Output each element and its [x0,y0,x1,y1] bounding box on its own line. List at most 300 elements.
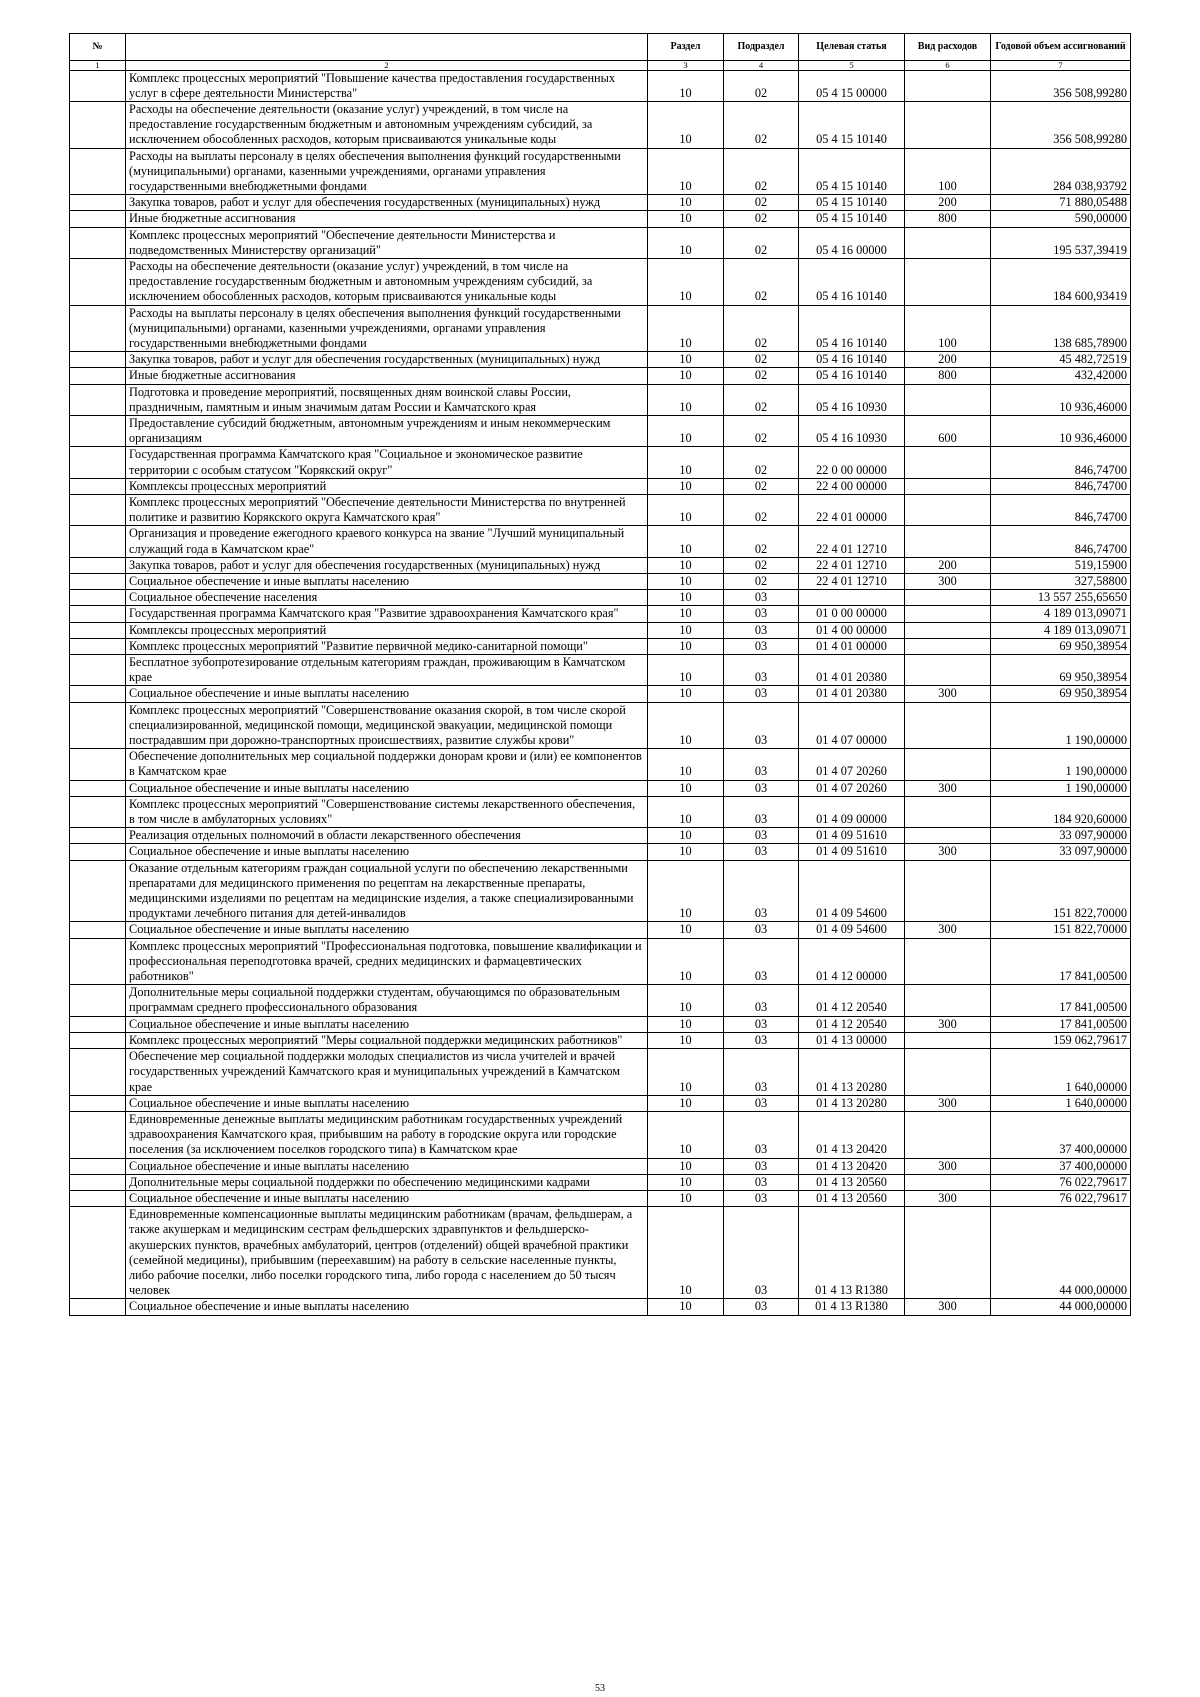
row-name: Комплекс процессных мероприятий "Совершенствование системы лекарственного обеспечения, в том числе в амбулаторных условиях" [126,796,648,827]
row-razdel: 10 [648,415,724,446]
row-vid: 800 [905,211,991,227]
row-podrazdel: 03 [724,655,799,686]
row-vid [905,1111,991,1158]
row-vid: 300 [905,1190,991,1206]
row-podrazdel: 03 [724,780,799,796]
table-row [70,305,1131,352]
row-no [70,985,126,1016]
row-vid: 300 [905,574,991,590]
row-vid [905,590,991,606]
row-vid [905,860,991,922]
row-name: Социальное обеспечение и иные выплаты населению [126,1016,648,1032]
row-target: 05 4 16 10930 [799,415,905,446]
row-vid: 600 [905,415,991,446]
budget-table-sheet [69,33,1130,1316]
row-razdel: 10 [648,574,724,590]
row-no [70,1158,126,1174]
column-number: 2 [126,61,648,71]
column-number: 5 [799,61,905,71]
row-name: Комплекс процессных мероприятий "Профессиональная подготовка, повышение квалификации и профессиональная переподготовка врачей, средних медицинских и фармацевтических работников" [126,938,648,985]
row-name: Иные бюджетные ассигнования [126,211,648,227]
row-amount: 10 936,46000 [991,384,1131,415]
row-no [70,1207,126,1299]
row-razdel: 10 [648,686,724,702]
row-amount: 76 022,79617 [991,1174,1131,1190]
row-name: Социальное обеспечение и иные выплаты населению [126,780,648,796]
row-no [70,686,126,702]
row-target: 01 4 07 20260 [799,749,905,780]
row-no [70,526,126,557]
row-razdel: 10 [648,622,724,638]
row-target: 05 4 15 10140 [799,211,905,227]
row-no [70,415,126,446]
row-amount: 1 190,00000 [991,702,1131,749]
table-row [70,655,1131,686]
row-vid [905,227,991,258]
row-amount: 17 841,00500 [991,1016,1131,1032]
row-target [799,590,905,606]
row-razdel: 10 [648,606,724,622]
row-target: 05 4 16 10140 [799,305,905,352]
row-vid: 300 [905,780,991,796]
row-amount: 432,42000 [991,368,1131,384]
row-target: 01 4 13 20280 [799,1095,905,1111]
row-vid [905,494,991,525]
row-name: Реализация отдельных полномочий в области лекарственного обеспечения [126,828,648,844]
row-amount: 33 097,90000 [991,828,1131,844]
row-name: Закупка товаров, работ и услуг для обеспечения государственных (муниципальных) нужд [126,352,648,368]
row-no [70,1032,126,1048]
table-row [70,606,1131,622]
row-amount: 846,74700 [991,478,1131,494]
row-name: Расходы на выплаты персоналу в целях обеспечения выполнения функций государственными (муниципальными) органами, казенными учреждениями, органами управления государственными внебюджетными фондами [126,148,648,195]
row-podrazdel: 03 [724,1095,799,1111]
row-name: Иные бюджетные ассигнования [126,368,648,384]
row-target: 01 4 09 51610 [799,844,905,860]
row-name: Предоставление субсидий бюджетным, автономным учреждениям и иным некоммерческим организациям [126,415,648,446]
row-vid [905,749,991,780]
table-row [70,447,1131,478]
row-amount: 71 880,05488 [991,195,1131,211]
row-podrazdel: 03 [724,1111,799,1158]
row-name: Расходы на выплаты персоналу в целях обеспечения выполнения функций государственными (муниципальными) органами, казенными учреждениями, органами управления государственными внебюджетными фондами [126,305,648,352]
row-no [70,1174,126,1190]
row-no [70,557,126,573]
row-vid: 200 [905,557,991,573]
row-no [70,780,126,796]
table-row [70,574,1131,590]
row-no [70,1299,126,1315]
row-razdel: 10 [648,258,724,305]
row-razdel: 10 [648,922,724,938]
row-razdel: 10 [648,1158,724,1174]
row-name: Комплекс процессных мероприятий "Обеспечение деятельности Министерства и подведомственных Министерству организаций" [126,227,648,258]
row-amount: 846,74700 [991,494,1131,525]
row-name: Оказание отдельным категориям граждан социальной услуги по обеспечению лекарственными препаратами для медицинского применения по рецептам на лекарственные препараты, медицинскими изделиями по рецептам на медицинские изделия, а также специализированными продуктами лечебного питания для детей-инвалидов [126,860,648,922]
row-amount: 4 189 013,09071 [991,622,1131,638]
row-razdel: 10 [648,148,724,195]
row-vid: 300 [905,1158,991,1174]
row-razdel: 10 [648,655,724,686]
row-amount: 846,74700 [991,447,1131,478]
row-target: 01 4 07 20260 [799,780,905,796]
row-amount: 519,15900 [991,557,1131,573]
table-header-row [70,34,1131,61]
row-target: 01 4 13 20420 [799,1158,905,1174]
row-amount: 846,74700 [991,526,1131,557]
row-vid [905,526,991,557]
row-podrazdel: 03 [724,686,799,702]
row-podrazdel: 02 [724,494,799,525]
row-no [70,227,126,258]
row-vid: 100 [905,305,991,352]
row-name: Государственная программа Камчатского края "Социальное и экономическое развитие территории с особым статусом "Корякский округ" [126,447,648,478]
row-razdel: 10 [648,494,724,525]
row-vid [905,702,991,749]
row-target: 05 4 16 10930 [799,384,905,415]
row-podrazdel: 03 [724,1158,799,1174]
row-razdel: 10 [648,305,724,352]
table-row [70,860,1131,922]
row-target: 01 4 13 20560 [799,1174,905,1190]
row-name: Обеспечение дополнительных мер социальной поддержки донорам крови и (или) ее компонентов в Камчатском крае [126,749,648,780]
row-target: 01 4 01 00000 [799,638,905,654]
row-no [70,1111,126,1158]
table-row [70,368,1131,384]
row-amount: 44 000,00000 [991,1207,1131,1299]
table-row [70,70,1131,101]
row-razdel: 10 [648,638,724,654]
table-row [70,1032,1131,1048]
row-name: Комплекс процессных мероприятий "Меры социальной поддержки медицинских работников" [126,1032,648,1048]
row-amount: 195 537,39419 [991,227,1131,258]
row-target: 01 0 00 00000 [799,606,905,622]
row-amount: 356 508,99280 [991,70,1131,101]
row-name: Социальное обеспечение населения [126,590,648,606]
row-vid: 200 [905,352,991,368]
row-amount: 76 022,79617 [991,1190,1131,1206]
row-target: 05 4 15 10140 [799,101,905,148]
column-number: 3 [648,61,724,71]
row-podrazdel: 03 [724,1174,799,1190]
row-name: Комплекс процессных мероприятий "Совершенствование оказания скорой, в том числе скорой специализированной, медицинской помощи, медицинской эвакуации, медицинской помощи пострадавшим при дорожно-транспортных происшествиях, развитие службы крови" [126,702,648,749]
row-razdel: 10 [648,1207,724,1299]
row-vid [905,478,991,494]
row-no [70,638,126,654]
row-no [70,844,126,860]
row-amount: 138 685,78900 [991,305,1131,352]
row-name: Закупка товаров, работ и услуг для обеспечения государственных (муниципальных) нужд [126,557,648,573]
row-target: 01 4 01 20380 [799,655,905,686]
row-amount: 590,00000 [991,211,1131,227]
table-row [70,844,1131,860]
row-no [70,1016,126,1032]
row-no [70,922,126,938]
row-razdel: 10 [648,749,724,780]
row-name: Дополнительные меры социальной поддержки студентам, обучающимся по образовательным программам среднего профессионального образования [126,985,648,1016]
table-row [70,1016,1131,1032]
table-row [70,1299,1131,1315]
row-name: Бесплатное зубопротезирование отдельным категориям граждан, проживающим в Камчатском крае [126,655,648,686]
row-amount: 184 600,93419 [991,258,1131,305]
row-razdel: 10 [648,1299,724,1315]
table-row [70,526,1131,557]
row-vid [905,70,991,101]
table-row [70,1049,1131,1096]
row-amount: 1 190,00000 [991,780,1131,796]
row-target: 05 4 16 00000 [799,227,905,258]
row-vid: 300 [905,922,991,938]
row-vid: 300 [905,686,991,702]
table-row [70,148,1131,195]
row-target: 01 4 01 20380 [799,686,905,702]
row-podrazdel: 03 [724,1032,799,1048]
row-no [70,574,126,590]
row-podrazdel: 02 [724,227,799,258]
table-row [70,227,1131,258]
table-row [70,938,1131,985]
row-vid [905,638,991,654]
row-podrazdel: 03 [724,985,799,1016]
row-target: 05 4 15 10140 [799,195,905,211]
row-vid: 800 [905,368,991,384]
table-row [70,686,1131,702]
row-podrazdel: 02 [724,368,799,384]
row-podrazdel: 02 [724,258,799,305]
row-name: Комплексы процессных мероприятий [126,622,648,638]
page-number: 53 [595,1683,605,1694]
table-row [70,1174,1131,1190]
row-razdel: 10 [648,938,724,985]
row-no [70,101,126,148]
row-podrazdel: 03 [724,638,799,654]
row-amount: 69 950,38954 [991,638,1131,654]
row-name: Комплекс процессных мероприятий "Развитие первичной медико-санитарной помощи" [126,638,648,654]
row-target: 01 4 13 20560 [799,1190,905,1206]
row-vid [905,796,991,827]
row-amount: 159 062,79617 [991,1032,1131,1048]
row-name: Организация и проведение ежегодного краевого конкурса на звание "Лучший муниципальный служащий года в Камчатском крае" [126,526,648,557]
row-target: 01 4 13 20280 [799,1049,905,1096]
row-no [70,447,126,478]
row-razdel: 10 [648,447,724,478]
row-podrazdel: 02 [724,384,799,415]
table-row [70,985,1131,1016]
row-podrazdel: 03 [724,828,799,844]
row-name: Расходы на обеспечение деятельности (оказание услуг) учреждений, в том числе на предоставление государственным бюджетным и автономным учреждениям субсидий, за исключением обособленных расходов, которым присваиваются уникальные коды [126,101,648,148]
row-no [70,938,126,985]
row-name: Социальное обеспечение и иные выплаты населению [126,686,648,702]
row-razdel: 10 [648,195,724,211]
table-row [70,780,1131,796]
row-podrazdel: 02 [724,211,799,227]
row-amount: 1 190,00000 [991,749,1131,780]
row-vid [905,985,991,1016]
row-vid [905,606,991,622]
row-vid [905,1049,991,1096]
table-row [70,590,1131,606]
row-razdel: 10 [648,478,724,494]
row-no [70,828,126,844]
row-name: Социальное обеспечение и иные выплаты населению [126,922,648,938]
row-target: 01 4 07 00000 [799,702,905,749]
row-no [70,590,126,606]
row-amount: 10 936,46000 [991,415,1131,446]
table-row [70,828,1131,844]
table-row [70,211,1131,227]
row-target: 22 4 01 12710 [799,526,905,557]
row-name: Комплекс процессных мероприятий "Обеспечение деятельности Министерства по внутренней политике и развитию Корякского округа Камчатского края" [126,494,648,525]
row-razdel: 10 [648,557,724,573]
row-amount: 37 400,00000 [991,1158,1131,1174]
row-name: Социальное обеспечение и иные выплаты населению [126,574,648,590]
row-no [70,702,126,749]
row-vid: 100 [905,148,991,195]
row-amount: 45 482,72519 [991,352,1131,368]
table-row [70,557,1131,573]
row-podrazdel: 03 [724,622,799,638]
row-amount: 69 950,38954 [991,655,1131,686]
column-number-row [70,61,1131,71]
header-razdel: Раздел [648,34,724,61]
row-razdel: 10 [648,1032,724,1048]
row-vid [905,258,991,305]
row-target: 05 4 16 10140 [799,352,905,368]
row-target: 22 4 01 12710 [799,557,905,573]
row-name: Социальное обеспечение и иные выплаты населению [126,1095,648,1111]
row-amount: 184 920,60000 [991,796,1131,827]
row-name: Расходы на обеспечение деятельности (оказание услуг) учреждений, в том числе на предоставление государственным бюджетным и автономным учреждениям субсидий, за исключением обособленных расходов, которым присваиваются уникальные коды [126,258,648,305]
table-row [70,749,1131,780]
row-no [70,211,126,227]
row-razdel: 10 [648,985,724,1016]
row-vid: 200 [905,195,991,211]
row-vid: 300 [905,844,991,860]
row-no [70,148,126,195]
table-row [70,622,1131,638]
row-amount: 151 822,70000 [991,922,1131,938]
row-vid [905,101,991,148]
row-podrazdel: 02 [724,574,799,590]
row-razdel: 10 [648,227,724,258]
row-amount: 44 000,00000 [991,1299,1131,1315]
row-no [70,1095,126,1111]
row-podrazdel: 03 [724,1207,799,1299]
row-podrazdel: 02 [724,526,799,557]
row-razdel: 10 [648,211,724,227]
row-podrazdel: 03 [724,1049,799,1096]
row-razdel: 10 [648,1174,724,1190]
table-row [70,1190,1131,1206]
row-name: Государственная программа Камчатского края "Развитие здравоохранения Камчатского края" [126,606,648,622]
row-podrazdel: 03 [724,1016,799,1032]
row-podrazdel: 03 [724,796,799,827]
row-no [70,494,126,525]
row-name: Социальное обеспечение и иные выплаты населению [126,1190,648,1206]
row-name: Комплекс процессных мероприятий "Повышение качества предоставления государственных услуг в сфере деятельности Министерства" [126,70,648,101]
row-razdel: 10 [648,368,724,384]
row-name: Комплексы процессных мероприятий [126,478,648,494]
row-vid: 300 [905,1299,991,1315]
column-number: 4 [724,61,799,71]
row-no [70,749,126,780]
row-no [70,655,126,686]
row-amount: 69 950,38954 [991,686,1131,702]
row-razdel: 10 [648,526,724,557]
row-name: Социальное обеспечение и иные выплаты населению [126,1158,648,1174]
row-no [70,368,126,384]
table-row [70,638,1131,654]
row-podrazdel: 02 [724,415,799,446]
row-no [70,478,126,494]
row-podrazdel: 03 [724,749,799,780]
table-row [70,195,1131,211]
column-number: 7 [991,61,1131,71]
row-podrazdel: 03 [724,1299,799,1315]
row-razdel: 10 [648,352,724,368]
row-no [70,1190,126,1206]
row-amount: 284 038,93792 [991,148,1131,195]
table-row [70,922,1131,938]
row-amount: 356 508,99280 [991,101,1131,148]
row-razdel: 10 [648,796,724,827]
row-target: 05 4 16 10140 [799,368,905,384]
row-razdel: 10 [648,590,724,606]
row-amount: 327,58800 [991,574,1131,590]
row-no [70,384,126,415]
row-podrazdel: 03 [724,1190,799,1206]
table-row [70,384,1131,415]
row-podrazdel: 03 [724,590,799,606]
table-row [70,478,1131,494]
row-name: Дополнительные меры социальной поддержки по обеспечению медицинскими кадрами [126,1174,648,1190]
row-podrazdel: 02 [724,195,799,211]
row-podrazdel: 02 [724,557,799,573]
row-no [70,305,126,352]
row-razdel: 10 [648,702,724,749]
row-vid: 300 [905,1016,991,1032]
table-row [70,796,1131,827]
row-name: Подготовка и проведение мероприятий, посвященных дням воинской славы России, праздничным, памятным и иным значимым датам России и Камчатского края [126,384,648,415]
row-name: Единовременные денежные выплаты медицинским работникам государственных учреждений здравоохранения Камчатского края, прибывшим на работу в городские округа или городские поселения (за исключением поселков городского типа) в Камчатском крае [126,1111,648,1158]
row-no [70,606,126,622]
row-razdel: 10 [648,1016,724,1032]
row-amount: 151 822,70000 [991,860,1131,922]
row-amount: 37 400,00000 [991,1111,1131,1158]
row-name: Социальное обеспечение и иные выплаты населению [126,844,648,860]
table-row [70,1207,1131,1299]
table-row [70,494,1131,525]
row-target: 01 4 13 20420 [799,1111,905,1158]
row-podrazdel: 02 [724,305,799,352]
row-no [70,258,126,305]
row-podrazdel: 02 [724,478,799,494]
header-no: № [70,34,126,61]
row-target: 01 4 12 00000 [799,938,905,985]
row-target: 22 0 00 00000 [799,447,905,478]
row-no [70,70,126,101]
row-razdel: 10 [648,1049,724,1096]
row-podrazdel: 03 [724,702,799,749]
table-row [70,352,1131,368]
header-podrazdel: Подраздел [724,34,799,61]
row-target: 05 4 16 10140 [799,258,905,305]
row-amount: 13 557 255,65650 [991,590,1131,606]
table-body [70,70,1131,1315]
table-row [70,1095,1131,1111]
table-row [70,415,1131,446]
row-target: 01 4 09 00000 [799,796,905,827]
